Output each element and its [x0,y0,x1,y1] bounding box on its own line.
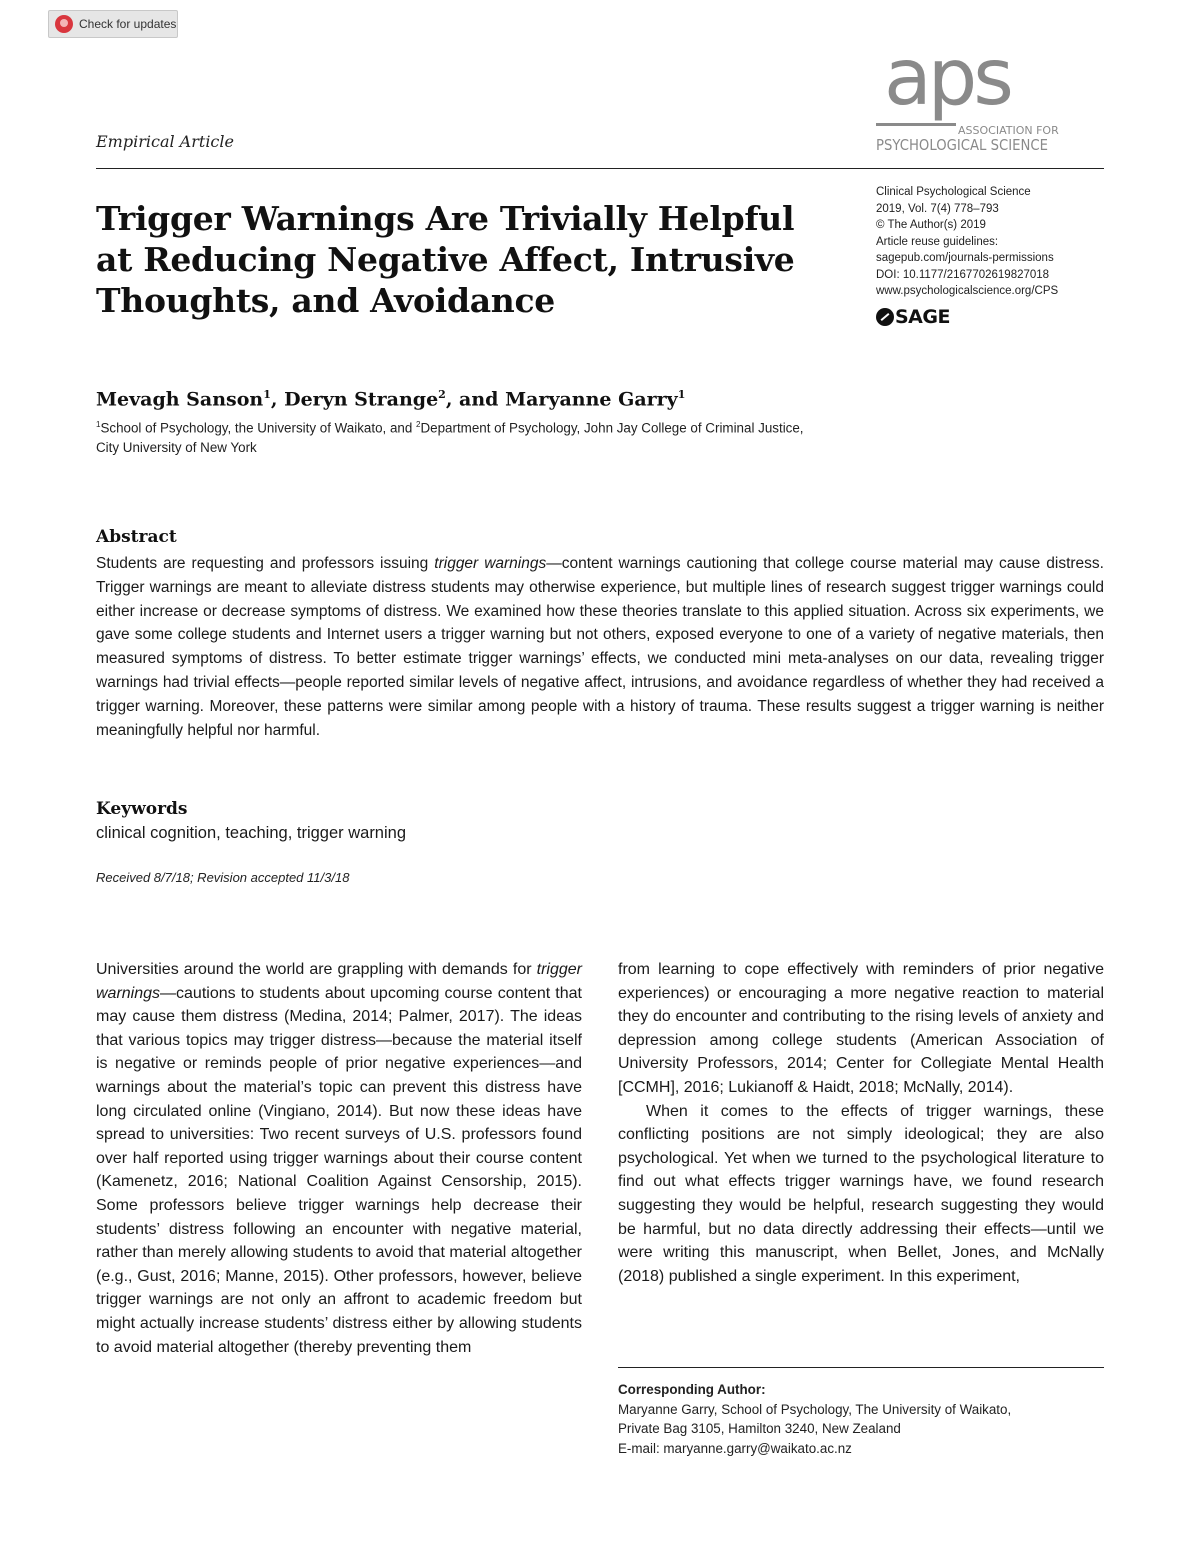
aps-logo [876,33,1059,156]
author-separator: , [270,388,285,411]
paragraph-term: trigger warnings [96,961,582,1002]
author-affiliation-mark: 1 [677,388,686,401]
aps-logo-letters: aps [884,33,1010,123]
corresponding-author-name: Maryanne Garry, School of Psychology, The University of Waikato, [618,1401,1012,1417]
author-separator: , and [445,388,506,411]
corresponding-author-email[interactable]: E-mail: maryanne.garry@waikato.ac.nz [618,1440,852,1456]
author-affiliation-mark: 1 [263,388,271,401]
affiliation-mark: 1 [96,420,101,429]
author-affiliation-mark: 2 [438,388,446,401]
body-paragraph: When it comes to the effects of trigger warnings, these conflicting positions are not simply ideological; they are also psychological. Yet when we turned to the psychological literature to find out what effects trigger warnings have, we found research suggesting they would be helpful, research suggesting they would be harmful, but no data directly addressing their effects—until we were writing this manuscript, when Bellet, Jones, and McNally (2018) published a single experiment. In this experiment, [618,1102,1104,1285]
abstract-text [96,552,1104,742]
aps-logo-line1: ASSOCIATION FOR [958,124,1059,137]
check-for-updates-button[interactable] [48,10,178,38]
body-column-right [618,958,1104,1288]
reuse-link[interactable]: sagepub.com/journals-permissions [876,252,1054,264]
journal-website[interactable]: www.psychologicalscience.org/CPS [876,285,1059,297]
abstract-heading: Abstract [96,527,177,547]
paragraph-lead: Universities around the world are grappling with demands for [96,961,537,978]
paragraph-rest: —cautions to students about upcoming course content that may cause them distress (Medina, 2014; Palmer, 2017). The ideas that various topics may trigger distress—because the material itself is negative or reminds people of prior negative experiences—and warnings about the material’s topic can prevent this distress have long circulated online (Vingiano, 2014). But now these ideas have spread to universities: Two recent surveys of U.S. professors found over half reported using trigger warnings about their course content (Kamenetz, 2016; National Coalition Against Censorship, 2015). Some professors believe trigger warnings help decrease their students’ distress following an encounter with negative material, rather than merely allowing students to avoid that material altogether (e.g., Gust, 2016; Manne, 2015). Other professors, however, believe trigger warnings are not only an affront to academic freedom but might actually increase students’ distress either by allowing students to avoid material altogether (thereby preventing them [96,984,582,1356]
author-list [96,388,685,410]
check-for-updates-label: Check for updates [79,17,177,31]
header-divider [96,168,1104,169]
body-column-left [96,958,582,1359]
affiliation-2: Department of Psychology, John Jay College of Criminal Justice, City University of New York [96,420,804,456]
author-name: Mevagh Sanson [96,388,264,411]
doi[interactable]: DOI: 10.1177/2167702619827018 [876,268,1050,281]
abstract-lead: Students are requesting and professors issuing [96,555,435,572]
copyright: © The Author(s) 2019 [876,219,986,231]
author-name: Maryanne Garry [505,388,678,411]
affiliation-mark: 2 [416,420,421,429]
abstract-rest: —content warnings cautioning that college course material may cause distress. Trigger warnings are meant to alleviate distress students may otherwise experience, but multiple lines of research suggest trigger warnings could either increase or decrease symptoms of distress. We examined how these theories translate to this applied situation. Across six experiments, we gave some college students and Internet users a trigger warning but not others, exposed everyone to one of a variety of negative materials, then measured symptoms of distress. To better estimate trigger warnings’ effects, we conducted mini meta-analyses on our data, revealing trigger warnings had trivial effects—people reported similar levels of negative affect, intrusions, and avoidance regardless of whether they had received a trigger warning. Moreover, these patterns were similar among people with a history of trauma. These results suggest a trigger warning is neither meaningfully helpful nor harmful. [96,555,1104,739]
body-paragraph: from learning to cope effectively with reminders of prior negative experiences) or encouraging a more negative reaction to material they do encounter and contributing to the rising levels of anxiety and depression among college students (American Association of University Professors, 2014; Center for Collegiate Mental Health [CCMH], 2016; Lukianoff & Haidt, 2018; McNally, 2014). [618,961,1104,1096]
journal-name: Clinical Psychological Science [876,186,1031,198]
keywords-list: clinical cognition, teaching, trigger warning [96,824,407,842]
sage-mark-icon [876,308,894,326]
affiliation-1: School of Psychology, the University of Waikato, and [100,420,417,436]
received-dates: Received 8/7/18; Revision accepted 11/3/18 [96,870,350,885]
body-paragraph [96,958,582,1359]
article-type: Empirical Article [96,132,234,151]
keywords-heading: Keywords [96,799,188,819]
journal-info [876,184,1116,300]
aps-logo-line2: PSYCHOLOGICAL SCIENCE [876,136,1048,154]
corresponding-author [618,1380,1104,1458]
sage-wordmark: SAGE [895,306,950,328]
corresponding-author-title: Corresponding Author: [618,1382,766,1397]
reuse-label: Article reuse guidelines: [876,235,999,248]
abstract-term: trigger warnings [434,555,547,572]
sage-logo [876,306,950,328]
footnote-divider [618,1367,1104,1368]
author-name: Deryn Strange [284,388,439,411]
journal-volume: 2019, Vol. 7(4) 778–793 [876,202,999,215]
affiliations [96,415,816,458]
article-title: Trigger Warnings Are Trivially Helpful at Reducing Negative Affect, Intrusive Thoughts, and Avoidance [96,199,795,320]
crossmark-icon [55,15,73,33]
corresponding-author-address: Private Bag 3105, Hamilton 3240, New Zealand [618,1421,901,1436]
